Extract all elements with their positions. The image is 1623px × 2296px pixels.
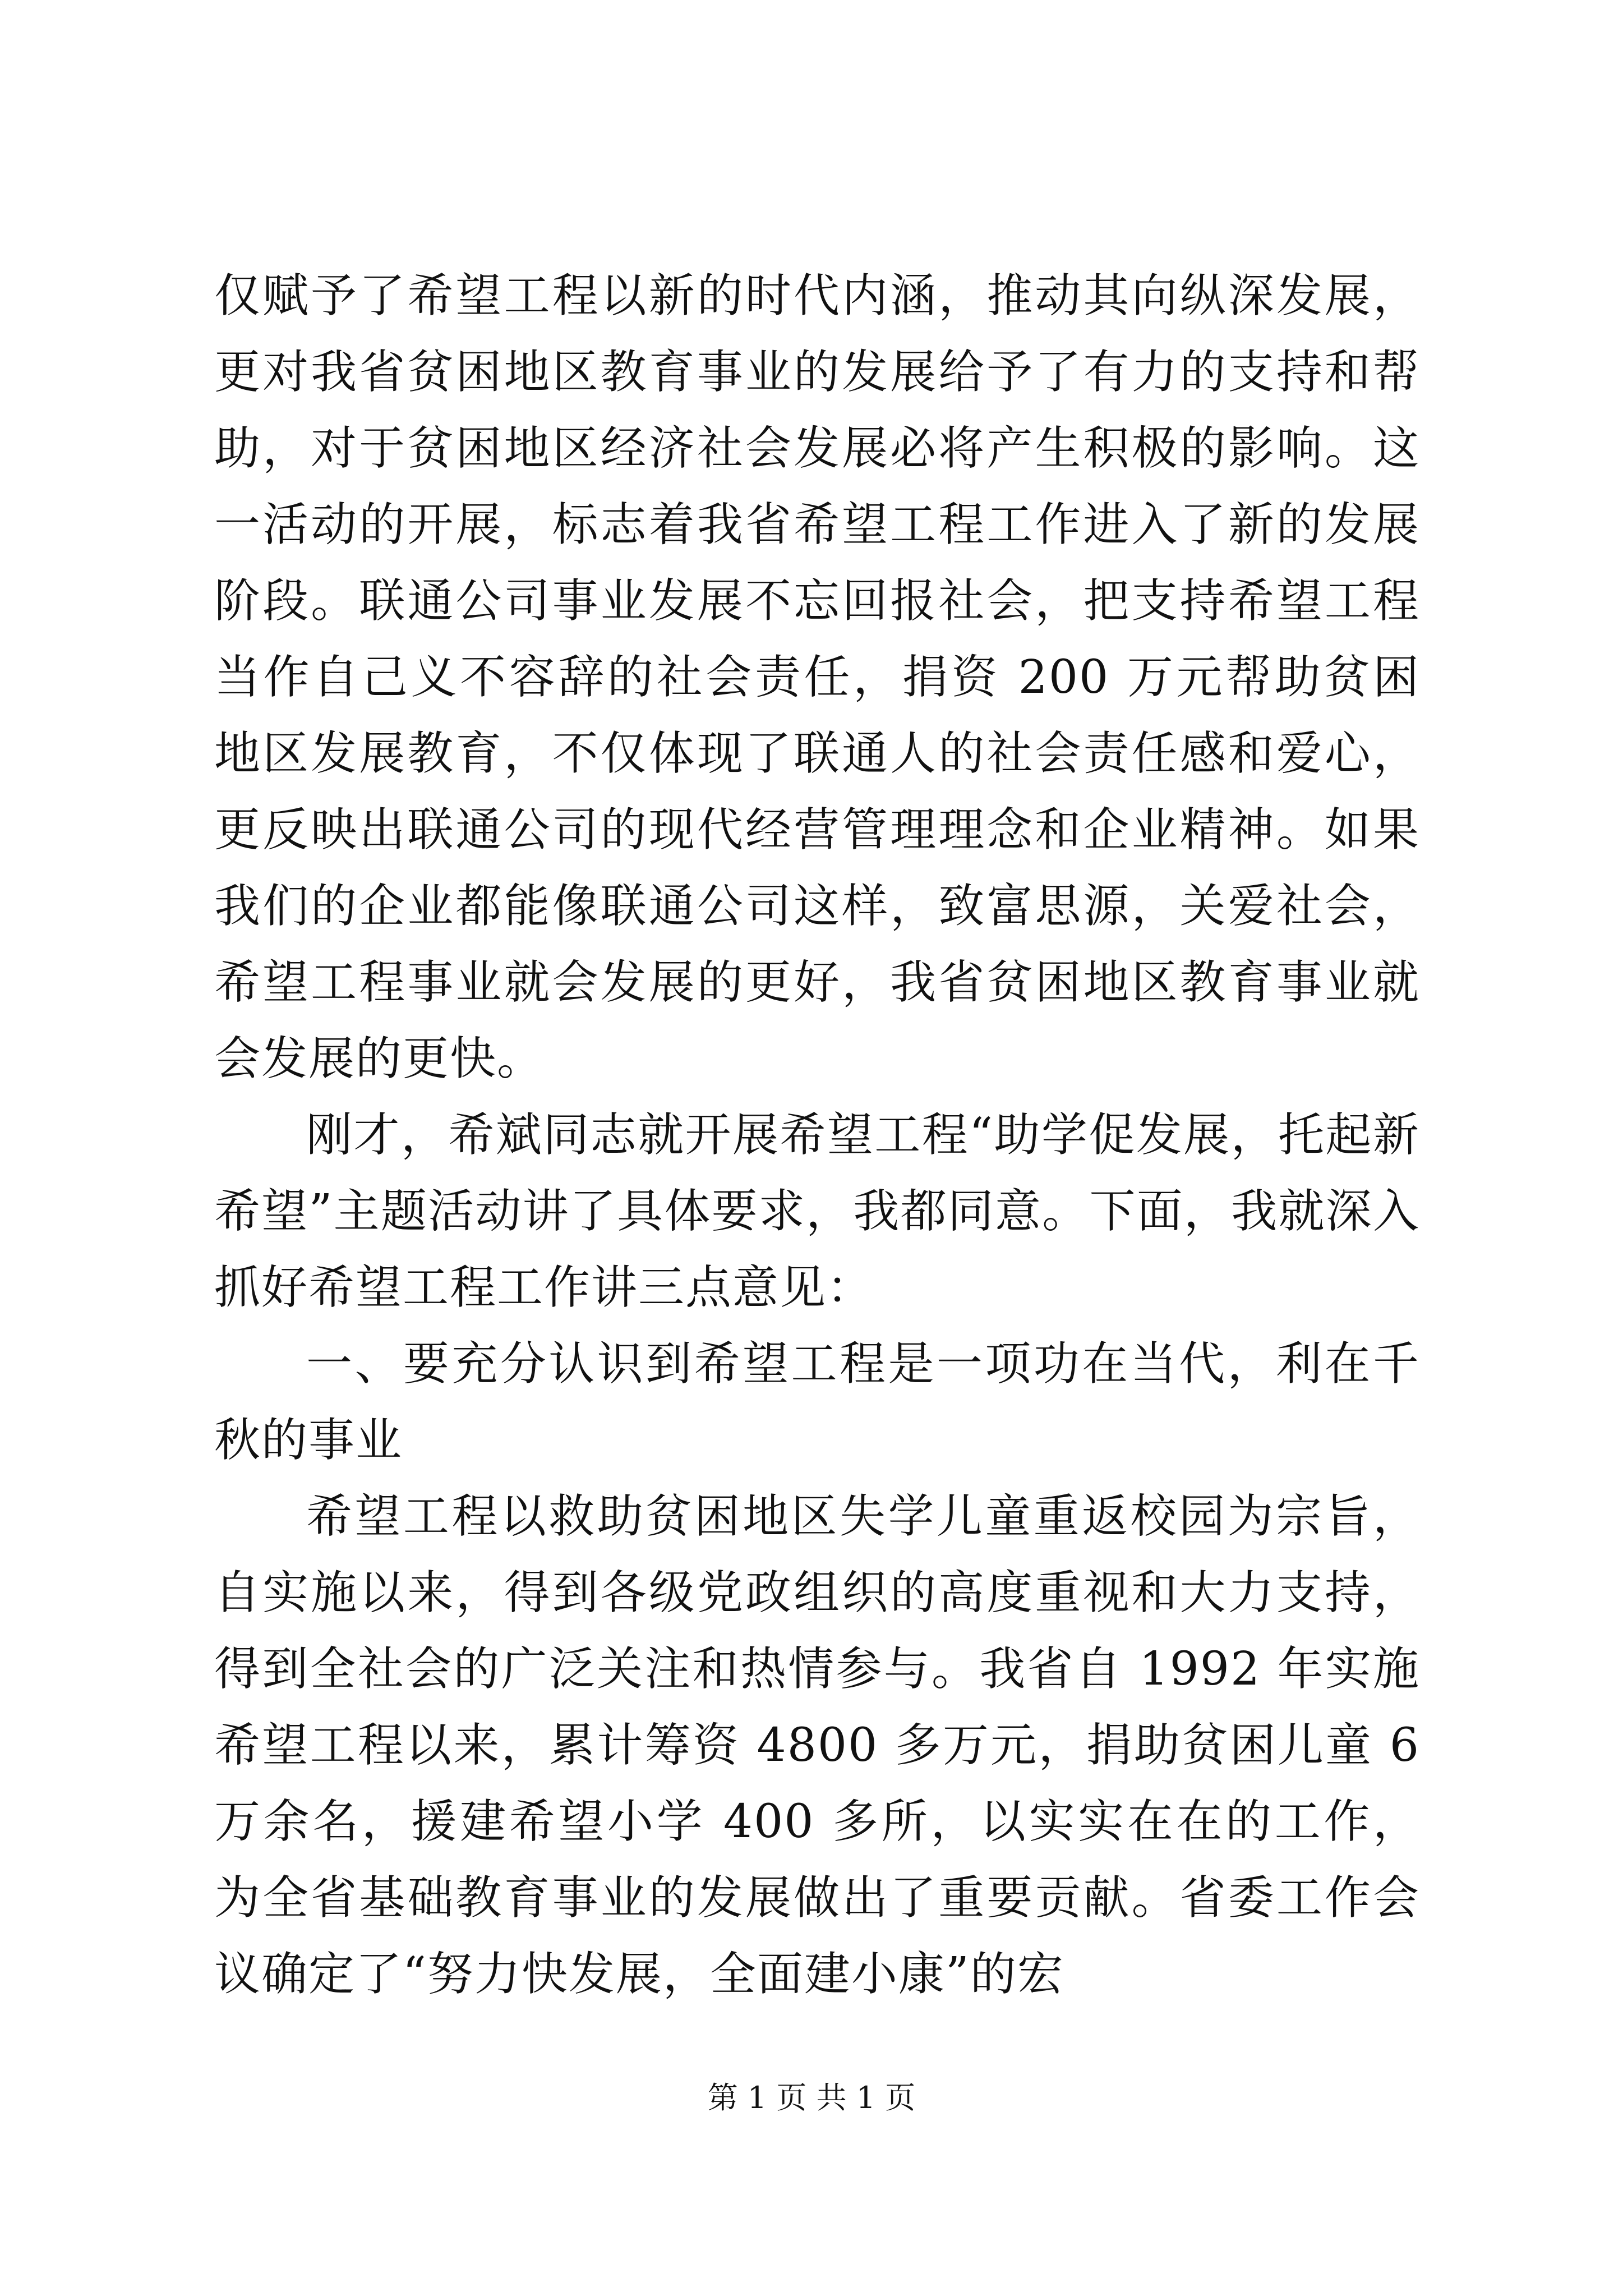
paragraph-introduction: 刚才，希斌同志就开展希望工程“助学促发展，托起新希望”主题活动讲了具体要求，我都同意。下面，我就深入抓好希望工程工作讲三点意见：	[214, 1108, 1420, 1314]
paragraph-continuation: 仅赋予了希望工程以新的时代内涵，推动其向纵深发展，更对我省贫困地区教育事业的发展给予了有力的支持和帮助，对于贫困地区经济社会发展必将产生积极的影响。这一活动的开展，标志着我省希望工程工作进入了新的发展阶段。联通公司事业发展不忘回报社会，把支持希望工程当作自己义不容辞的社会责任，捐资 200 万元帮助贫困地区发展教育，不仅体现了联通人的社会责任感和爱心，更反映出联通公司的现代经营管理理念和企业精神。如果我们的企业都能像联通公司这样，致富思源，关爱社会，希望工程事业就会发展的更好，我省贫困地区教育事业就会发展的更快。	[214, 269, 1420, 1085]
page-number-footer: 第 1 页 共 1 页	[707, 2080, 916, 2115]
paragraph-body: 希望工程以救助贫困地区失学儿童重返校园为宗旨，自实施以来，得到各级党政组织的高度重视和大力支持，得到全社会的广泛关注和热情参与。我省自 1992 年实施希望工程以来，累计筹资 4800 多万元，捐助贫困儿童 6 万余名，援建希望小学 400 多所，以实实在在的工作，为全省基础教育事业的发展做出了重要贡献。省委工作会议确定了“努力快发展，全面建小康”的宏	[214, 1490, 1420, 2001]
document-body	[214, 258, 1420, 2013]
section-heading: 一、要充分认识到希望工程是一项功在当代，利在千秋的事业	[214, 1337, 1420, 1467]
